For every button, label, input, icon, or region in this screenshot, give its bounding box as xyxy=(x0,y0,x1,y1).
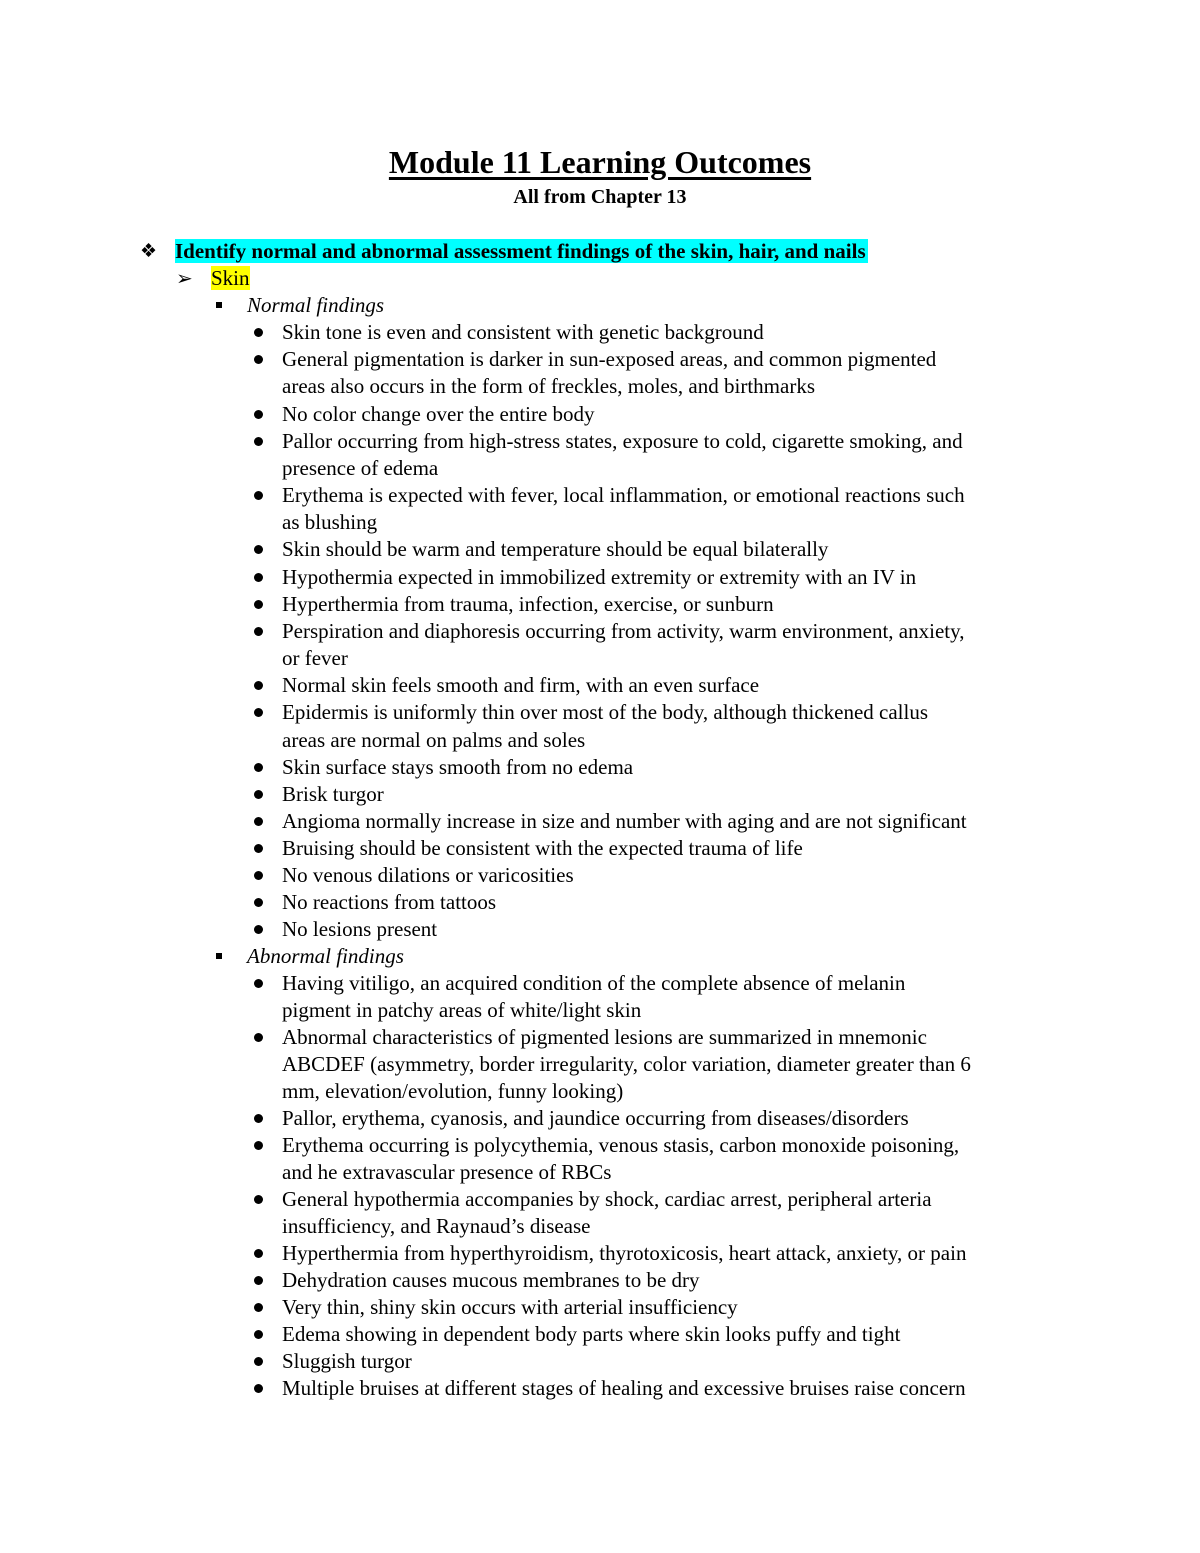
list-item: Multiple bruises at different stages of healing and excessive bruises raise concern xyxy=(282,1376,966,1400)
round-bullet-icon xyxy=(254,871,263,880)
list-item: General hypothermia accompanies by shock, cardiac arrest, peripheral arteria xyxy=(282,1187,932,1211)
list-item-continuation: areas are normal on palms and soles xyxy=(282,728,586,752)
list-item: Sluggish turgor xyxy=(282,1349,412,1373)
list-item: Bruising should be consistent with the expected trauma of life xyxy=(282,836,803,860)
round-bullet-icon xyxy=(254,1114,263,1123)
round-bullet-icon xyxy=(254,1195,263,1204)
round-bullet-icon xyxy=(254,979,263,988)
page-subtitle: All from Chapter 13 xyxy=(513,186,687,208)
diamond-bullet-icon: ❖ xyxy=(140,241,158,262)
list-item: Pallor occurring from high-stress states, exposure to cold, cigarette smoking, and xyxy=(282,429,963,453)
round-bullet-icon xyxy=(254,763,263,772)
round-bullet-icon xyxy=(254,790,263,799)
list-item-continuation: as blushing xyxy=(282,510,378,534)
round-bullet-icon xyxy=(254,1384,263,1393)
list-item: Perspiration and diaphoresis occurring from activity, warm environment, anxiety, xyxy=(282,619,965,643)
normal-findings-label: Normal findings xyxy=(247,293,385,317)
list-item: Very thin, shiny skin occurs with arterial insufficiency xyxy=(282,1295,738,1319)
list-item-continuation: ABCDEF (asymmetry, border irregularity, color variation, diameter greater than 6 xyxy=(282,1052,971,1076)
list-item: Dehydration causes mucous membranes to be dry xyxy=(282,1268,700,1292)
list-item: Erythema is expected with fever, local inflammation, or emotional reactions such xyxy=(282,483,965,507)
list-item: Erythema occurring is polycythemia, venous stasis, carbon monoxide poisoning, xyxy=(282,1133,960,1157)
list-item-continuation: pigment in patchy areas of white/light skin xyxy=(282,998,642,1022)
list-item: Normal skin feels smooth and firm, with an even surface xyxy=(282,673,760,697)
list-item: No color change over the entire body xyxy=(282,402,595,426)
outcome-heading-text: Identify normal and abnormal assessment findings of the skin, hair, and nails xyxy=(175,239,866,263)
round-bullet-icon xyxy=(254,545,263,554)
round-bullet-icon xyxy=(254,1141,263,1150)
list-item: Pallor, erythema, cyanosis, and jaundice occurring from diseases/disorders xyxy=(282,1106,909,1130)
list-item-continuation: or fever xyxy=(282,646,348,670)
list-item: Hypothermia expected in immobilized extremity or extremity with an IV in xyxy=(282,565,917,589)
list-item: General pigmentation is darker in sun-exposed areas, and common pigmented xyxy=(282,347,937,371)
round-bullet-icon xyxy=(254,1330,263,1339)
list-item: No reactions from tattoos xyxy=(282,890,497,914)
list-item-continuation: areas also occurs in the form of freckles, moles, and birthmarks xyxy=(282,374,815,398)
list-item-continuation: insufficiency, and Raynaud’s disease xyxy=(282,1214,591,1238)
round-bullet-icon xyxy=(254,681,263,690)
round-bullet-icon xyxy=(254,600,263,609)
round-bullet-icon xyxy=(254,708,263,717)
list-item: Having vitiligo, an acquired condition of the complete absence of melanin xyxy=(282,971,906,995)
list-item: Abnormal characteristics of pigmented lesions are summarized in mnemonic xyxy=(282,1025,927,1049)
square-bullet-icon xyxy=(216,953,222,959)
round-bullet-icon xyxy=(254,817,263,826)
list-item: Hyperthermia from trauma, infection, exercise, or sunburn xyxy=(282,592,774,616)
list-item-continuation: presence of edema xyxy=(282,456,439,480)
section-skin-label: Skin xyxy=(211,266,250,290)
arrow-bullet-icon: ➢ xyxy=(176,266,193,290)
round-bullet-icon xyxy=(254,898,263,907)
list-item: Skin should be warm and temperature should be equal bilaterally xyxy=(282,537,829,561)
page-title: Module 11 Learning Outcomes xyxy=(388,144,812,180)
list-item: Skin tone is even and consistent with genetic background xyxy=(282,320,764,344)
list-item: Hyperthermia from hyperthyroidism, thyrotoxicosis, heart attack, anxiety, or pain xyxy=(282,1241,967,1265)
round-bullet-icon xyxy=(254,1303,263,1312)
round-bullet-icon xyxy=(254,844,263,853)
round-bullet-icon xyxy=(254,1357,263,1366)
list-item: Angioma normally increase in size and number with aging and are not significant xyxy=(282,809,967,833)
round-bullet-icon xyxy=(254,925,263,934)
abnormal-findings-label: Abnormal findings xyxy=(247,944,404,968)
list-item: No lesions present xyxy=(282,917,438,941)
round-bullet-icon xyxy=(254,437,263,446)
round-bullet-icon xyxy=(254,355,263,364)
round-bullet-icon xyxy=(254,1276,263,1285)
round-bullet-icon xyxy=(254,328,263,337)
round-bullet-icon xyxy=(254,627,263,636)
square-bullet-icon xyxy=(216,302,222,308)
list-item: Skin surface stays smooth from no edema xyxy=(282,755,634,779)
round-bullet-icon xyxy=(254,410,263,419)
list-item: Edema showing in dependent body parts where skin looks puffy and tight xyxy=(282,1322,901,1346)
list-item-continuation: mm, elevation/evolution, funny looking) xyxy=(282,1079,624,1103)
round-bullet-icon xyxy=(254,573,263,582)
round-bullet-icon xyxy=(254,491,263,500)
list-item: Brisk turgor xyxy=(282,782,384,806)
outcome-heading xyxy=(175,238,868,265)
list-item: Epidermis is uniformly thin over most of the body, although thickened callus xyxy=(282,700,929,724)
list-item-continuation: and he extravascular presence of RBCs xyxy=(282,1160,612,1184)
round-bullet-icon xyxy=(254,1033,263,1042)
list-item: No venous dilations or varicosities xyxy=(282,863,574,887)
round-bullet-icon xyxy=(254,1249,263,1258)
section-skin xyxy=(211,265,250,292)
